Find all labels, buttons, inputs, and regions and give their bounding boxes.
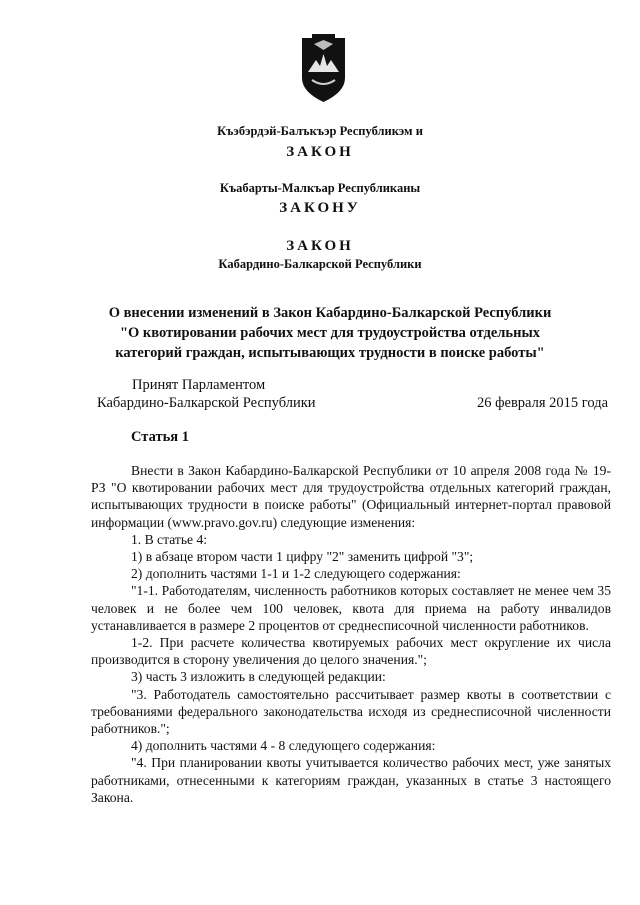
kabardian-law-word: ЗАКОН — [286, 144, 354, 160]
law-title-line: "О квотировании рабочих мест для трудоустройства отдельных — [119, 325, 541, 341]
paragraph: 1-2. При расчете количества квотируемых рабочих мест округление их числа производится в сторону увеличения до целого значения."; — [91, 635, 611, 668]
coat-of-arms-emblem — [302, 34, 345, 102]
kabardian-republic-line: Къэбэрдэй-Балъкъэр Республикэм и — [217, 124, 423, 138]
law-title-line: О внесении изменений в Закон Кабардино-Балкарской Республики — [108, 305, 552, 321]
adoption-date: 26 февраля 2015 года — [477, 395, 609, 411]
balkar-republic-line: Къабарты-Малкъар Республиканы — [219, 181, 421, 195]
paragraph: Внести в Закон Кабардино-Балкарской Республики от 10 апреля 2008 года № 19-РЗ "О квотировании рабочих мест для трудоустройства отдельных категорий граждан, испытывающих трудности в поиске работы" (Официальный интернет-портал правовой информации (www.pravo.gov.ru) следующие изменения: — [91, 463, 611, 530]
paragraph: 2) дополнить частями 1-1 и 1-2 следующего содержания: — [131, 566, 461, 582]
paragraph: 4) дополнить частями 4 - 8 следующего содержания: — [131, 738, 436, 754]
russian-republic-line: Кабардино-Балкарской Республики — [218, 257, 422, 271]
paragraph: "3. Работодатель самостоятельно рассчитывает размер квоты в соответствии с требованиями федерального законодательства исходя из среднесписочной численности работников."; — [91, 686, 611, 737]
law-title — [60, 303, 600, 363]
adopted-republic: Кабардино-Балкарской Республики — [97, 395, 316, 411]
paragraph: 1) в абзаце втором части 1 цифру "2" заменить цифрой "3"; — [131, 549, 474, 565]
russian-law-word: ЗАКОН — [286, 238, 354, 254]
law-title-line: категорий граждан, испытывающих трудности в поиске работы" — [115, 345, 545, 361]
balkar-law-word: ЗАКОНУ — [279, 200, 361, 216]
paragraph: 3) часть 3 изложить в следующей редакции: — [131, 669, 386, 685]
article-body — [91, 462, 611, 806]
paragraph: "1-1. Работодателям, численность работников которых составляет не менее чем 35 человек и не более чем 100 человек, квота для приема на работу инвалидов устанавливается в размере 2 процентов от среднесписочной численности работников. — [91, 583, 611, 633]
adopted-by-parliament: Принят Парламентом — [132, 377, 266, 393]
paragraph: 1. В статье 4: — [131, 531, 208, 547]
article-heading: Статья 1 — [131, 429, 189, 445]
paragraph: "4. При планировании квоты учитывается количество рабочих мест, уже занятых работниками, отнесенными к категориям граждан, указанных в статье 3 настоящего Закона. — [91, 755, 611, 805]
